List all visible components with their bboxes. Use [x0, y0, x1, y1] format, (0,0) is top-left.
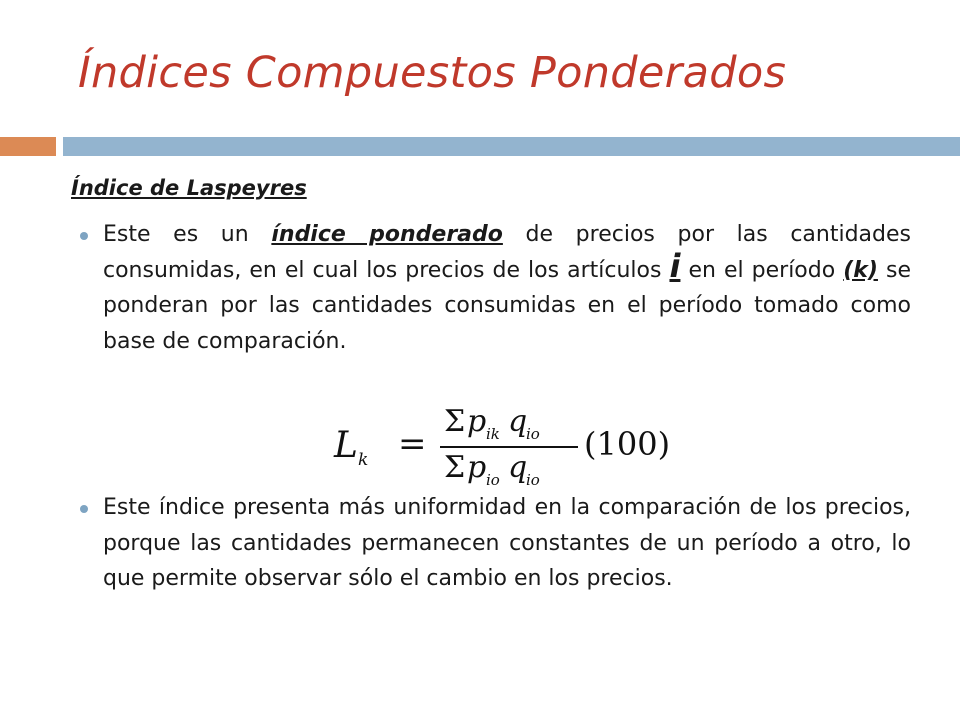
bullet-dot-2	[80, 505, 88, 513]
accent-bar-orange	[0, 137, 56, 156]
formula-num-p: p	[467, 404, 487, 439]
formula-num-p-subscript: ik	[486, 425, 500, 443]
laspeyres-formula	[328, 397, 708, 493]
bullet-paragraph-1	[103, 217, 911, 359]
formula-den-p-subscript: io	[486, 471, 500, 489]
formula-equals: =	[398, 424, 427, 464]
formula-den-q: q	[508, 450, 528, 485]
bullet-1-emphasis-indice: índice ponderado	[271, 222, 503, 247]
bullet-1-text-c: en el período	[680, 257, 844, 283]
bullet-1-emphasis-k: (k)	[843, 257, 878, 283]
formula-den-sigma: Σ	[444, 450, 466, 485]
bullet-dot-1	[80, 232, 88, 240]
formula-num-sigma: Σ	[444, 404, 466, 439]
formula-lhs-subscript: k	[358, 450, 369, 470]
section-subtitle: Índice de Laspeyres	[71, 176, 307, 200]
formula-den-q-subscript: io	[526, 471, 540, 489]
bullet-1-text-a: Este es un	[103, 222, 272, 247]
slide-title: Índices Compuestos Ponderados	[78, 48, 787, 98]
formula-den-p: p	[467, 450, 487, 485]
bullet-paragraph-2: Este índice presenta más uniformidad en la comparación de los precios, porque las cantidades permanecen constantes de un período a otro, lo que permite observar sólo el cambio en los precios.	[103, 495, 911, 591]
bullet-1-text-b: de precios por las cantidades consumidas, en el cual los precios de los artículos	[103, 222, 912, 283]
accent-bar-blue	[63, 137, 960, 156]
bullet-1-text-d: se ponderan por las cantidades consumidas en el período tomado como base de comparación.	[103, 257, 911, 354]
formula-num-q-subscript: io	[526, 425, 540, 443]
bullet-1-emphasis-i: i	[669, 246, 681, 285]
formula-lhs: L	[334, 425, 358, 466]
formula-num-q: q	[508, 404, 528, 439]
formula-factor: (100)	[584, 425, 671, 463]
